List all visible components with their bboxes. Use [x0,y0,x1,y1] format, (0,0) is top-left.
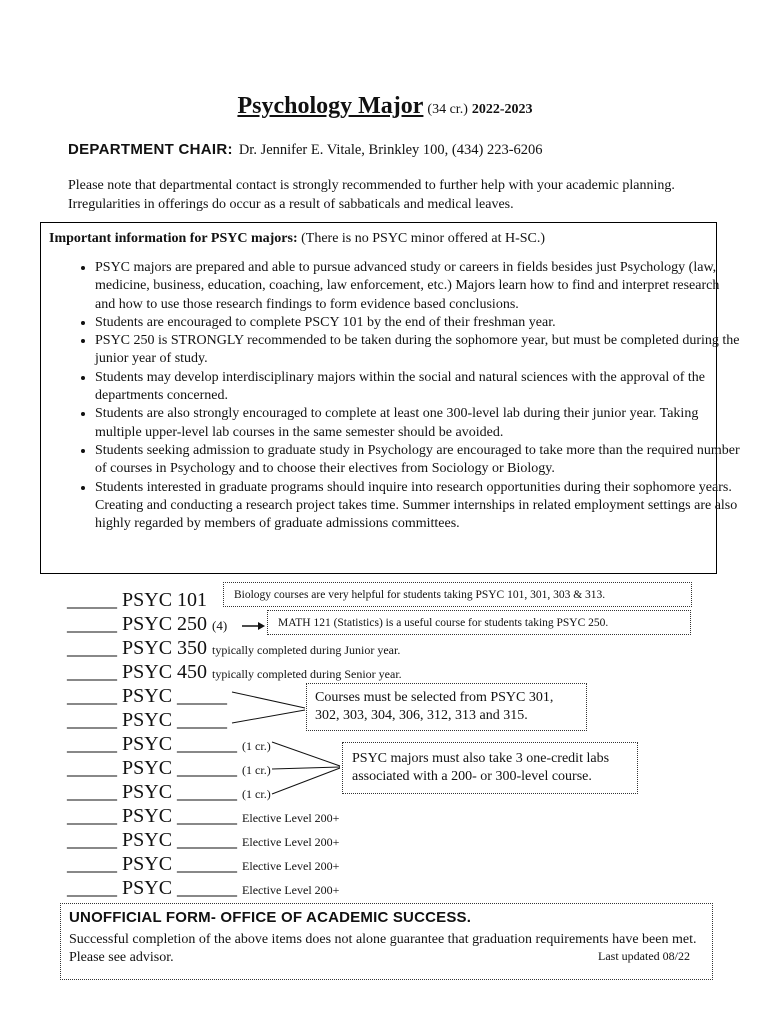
course-note: (4) [212,618,228,633]
course-row-elective-1 [67,805,339,828]
course-text: _____ PSYC 250 [67,613,208,635]
title-year: 2022-2023 [471,102,533,117]
course-row-300-level-2 [67,709,227,732]
footer-title: UNOFFICIAL FORM- OFFICE OF ACADEMIC SUCCESS. [69,909,472,926]
course-text: _____ PSYC 101 [67,589,208,611]
math-callout: MATH 121 (Statistics) is a useful course for students taking PSYC 250. [267,610,691,635]
course-row-psyc-450 [67,661,402,684]
course-text: _____ PSYC 350 [67,637,208,659]
course-note: (1 cr.) [242,739,271,753]
course-text: _____ PSYC ______ [67,805,238,827]
course-text: _____ PSYC 450 [67,661,208,683]
course-text: _____ PSYC ______ [67,853,238,875]
footer-text: Successful completion of the above items does not alone guarantee that graduation requirements have been met. Please see advisor. [69,932,697,965]
list-item: • PSYC 250 is STRONGLY recommended to be taken during the sophomore year, but must be completed during the junior year of study. [95,332,740,369]
page-title [0,93,770,120]
course-row-300-level-1 [67,685,227,708]
course-note: typically completed during Senior year. [212,667,402,681]
labs-connector-mid [272,767,340,769]
list-item: • Students are encouraged to complete PSCY 101 by the end of their freshman year. [95,314,740,332]
info-heading [49,231,545,247]
biology-callout: Biology courses are very helpful for students taking PSYC 101, 301, 303 & 313. [223,582,692,607]
course-row-lab-1 [67,733,271,756]
course-row-elective-4 [67,877,339,900]
list-item: • PSYC majors are prepared and able to pursue advanced study or careers in fields besides just Psychology (law, medicine, business, education, coaching, law enforcement, etc.) Majors learn how to find and interpret research and how to use those research findings to form evidence based conclusions. [95,259,740,314]
course-text: _____ PSYC _____ [67,709,228,731]
course-text: _____ PSYC ______ [67,733,238,755]
course-row-elective-2 [67,829,339,852]
course-row-lab-2 [67,757,271,780]
selection-connector-bottom [232,710,305,723]
course-text: _____ PSYC _____ [67,685,228,707]
arrow-right-icon [242,622,265,630]
course-note: Elective Level 200+ [242,835,340,849]
course-text: _____ PSYC ______ [67,757,238,779]
important-info-box [40,222,740,574]
course-row-psyc-101 [67,589,207,612]
department-chair-line [68,141,543,159]
list-item: • Students may develop interdisciplinary majors within the social and natural sciences with the approval of the departments concerned. [95,369,740,406]
info-heading-bold: Important information for PSYC majors: [49,231,298,246]
course-note: (1 cr.) [242,763,271,777]
course-row-elective-3 [67,853,339,876]
course-row-psyc-250 [67,613,227,636]
list-item: • Students seeking admission to graduate study in Psychology are encouraged to take more than the required number of courses in Psychology and to choose their electives from Sociology or Biology. [95,442,740,479]
unofficial-form-footer [60,903,713,980]
title-main: Psychology Major [237,93,424,119]
info-bullet-list [67,259,740,533]
labs-connector-bottom [272,768,340,794]
selection-connector-top [232,692,305,708]
course-note: (1 cr.) [242,787,271,801]
labs-connector-top [272,742,340,766]
last-updated: Last updated 08/22 [598,949,690,963]
chair-label: DEPARTMENT CHAIR: [68,141,233,158]
advising-note: Please note that departmental contact is strongly recommended to further help with your academic planning. Irregularities in offerings do occur as a result of sabbaticals and medical leaves. [68,178,675,212]
course-text: _____ PSYC ______ [67,829,238,851]
course-note: Elective Level 200+ [242,859,340,873]
info-heading-rest: (There is no PSYC minor offered at H-SC.) [297,231,546,246]
labs-callout: PSYC majors must also take 3 one-credit labs associated with a 200- or 300-level course. [342,742,638,794]
list-item: • Students are also strongly encouraged to complete at least one 300-level lab during their junior year. Taking multiple upper-level lab courses in the same semester should be avoided. [95,405,740,442]
course-note: Elective Level 200+ [242,883,340,897]
title-credits: (34 cr.) [427,102,468,117]
course-note: typically completed during Junior year. [212,643,401,657]
course-note: Elective Level 200+ [242,811,340,825]
course-row-lab-3 [67,781,271,804]
selection-callout: Courses must be selected from PSYC 301, 302, 303, 304, 306, 312, 313 and 315. [306,683,587,731]
course-text: _____ PSYC ______ [67,877,238,899]
chair-value: Dr. Jennifer E. Vitale, Brinkley 100, (434) 223-6206 [238,142,543,158]
course-text: _____ PSYC ______ [67,781,238,803]
list-item: • Students interested in graduate programs should inquire into research opportunities during their sophomore years. Creating and conducting a research project takes time. Summer internships in related employment settings are also highly regarded by members of graduate admissions committees. [95,479,740,534]
course-row-psyc-350 [67,637,400,660]
